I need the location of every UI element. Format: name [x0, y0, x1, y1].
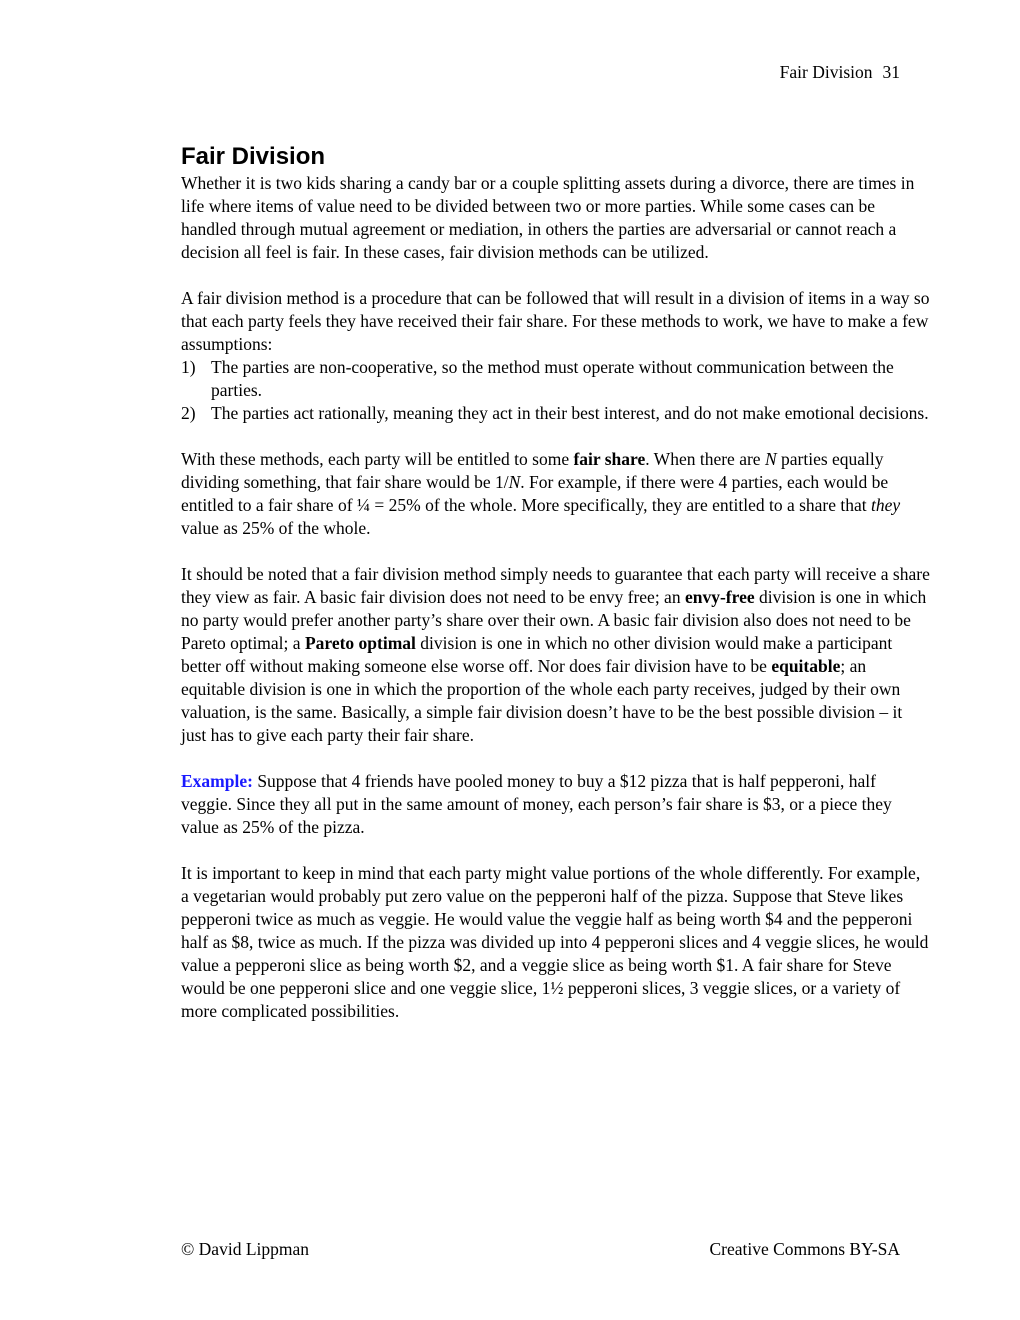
- list-item-number: 2): [181, 403, 196, 423]
- variable-n: N: [764, 449, 777, 469]
- assumptions-list: [181, 356, 931, 425]
- text-run: . When there are: [645, 449, 765, 469]
- text-run: . For example, if there were 4 parties, each would be entitled to a fair share of ¼ = 25% of the whole. More specifically, they are entitled to a share that: [181, 472, 889, 515]
- page-number: 31: [882, 62, 900, 82]
- list-item: [181, 356, 931, 402]
- text-run: division is one in which no party would prefer another party’s share over their own. A basic fair division also does not need to be Pareto optimal; a: [181, 587, 927, 653]
- page-footer: [181, 1238, 900, 1260]
- running-title: Fair Division: [779, 62, 873, 82]
- example-text: Suppose that 4 friends have pooled money to buy a $12 pizza that is half pepperoni, half veggie. Since they all put in the same amount of money, each person’s fair share is $3, or a piece they value as 25% of the pizza.: [181, 771, 892, 837]
- list-item-number: 1): [181, 357, 196, 377]
- text-run: With these methods, each party will be entitled to some: [181, 449, 574, 469]
- emphasis-they: they: [871, 495, 901, 515]
- method-paragraph: A fair division method is a procedure that can be followed that will result in a division of items in a way so that each party feels they have received their fair share. For these methods to work, we have to make a few assumptions:: [181, 288, 930, 354]
- text-run: parties equally dividing something, that fair share would be 1/: [181, 449, 884, 492]
- variable-n: N: [508, 472, 521, 492]
- example-paragraph: [181, 770, 931, 839]
- term-equitable: equitable: [771, 656, 841, 676]
- text-run: division is one in which no other division would make a participant better off without making someone else worse off. Nor does fair division have to be: [181, 633, 893, 676]
- footer-license: Creative Commons BY-SA: [709, 1239, 900, 1259]
- list-item-text: The parties act rationally, meaning they act in their best interest, and do not make emotional decisions.: [211, 403, 929, 423]
- list-item: [181, 402, 931, 425]
- list-item-text: The parties are non-cooperative, so the method must operate without communication between the parties.: [211, 357, 894, 400]
- valuation-paragraph: It is important to keep in mind that each party might value portions of the whole differently. For example, a vegetarian would probably put zero value on the pepperoni half of the pizza. Suppose that Steve likes pepperoni twice as much as veggie. He would value the veggie half as being worth $4 and the pepperoni half as $8, twice as much. If the pizza was divided up into 4 pepperoni slices and 4 veggie slices, he would value a pepperoni slice as being worth $2, and a veggie slice as being worth $1. A fair share for Steve would be one pepperoni slice and one veggie slice, 1½ pepperoni slices, 3 veggie slices, or a variety of more complicated possibilities.: [181, 863, 929, 1021]
- envy-free-paragraph: [181, 563, 931, 747]
- text-run: It should be noted that a fair division method simply needs to guarantee that each party will receive a share they view as fair. A basic fair division does not need to be envy free; an: [181, 564, 930, 607]
- intro-paragraph: Whether it is two kids sharing a candy bar or a couple splitting assets during a divorce, there are times in life where items of value need to be divided between two or more parties. While some cases can be handled through mutual agreement or mediation, in others the parties are adversarial or cannot reach a decision all feel is fair. In these cases, fair division methods can be utilized.: [181, 173, 915, 262]
- term-envy-free: envy-free: [684, 587, 755, 607]
- fair-share-paragraph: [181, 448, 931, 540]
- page-content: [181, 142, 931, 1023]
- text-run: value as 25% of the whole.: [181, 518, 371, 538]
- running-header: [780, 61, 900, 83]
- text-run: ; an equitable division is one in which the proportion of the whole each party receives, judged by their own valuation, is the same. Basically, a simple fair division doesn’t have to be the best possible division – it just has to give each party their fair share.: [181, 656, 903, 745]
- section-title: Fair Division: [181, 143, 326, 170]
- example-label: Example:: [181, 771, 253, 791]
- footer-copyright: © David Lippman: [181, 1239, 309, 1259]
- term-fair-share: fair share: [573, 449, 646, 469]
- term-pareto-optimal: Pareto optimal: [304, 633, 416, 653]
